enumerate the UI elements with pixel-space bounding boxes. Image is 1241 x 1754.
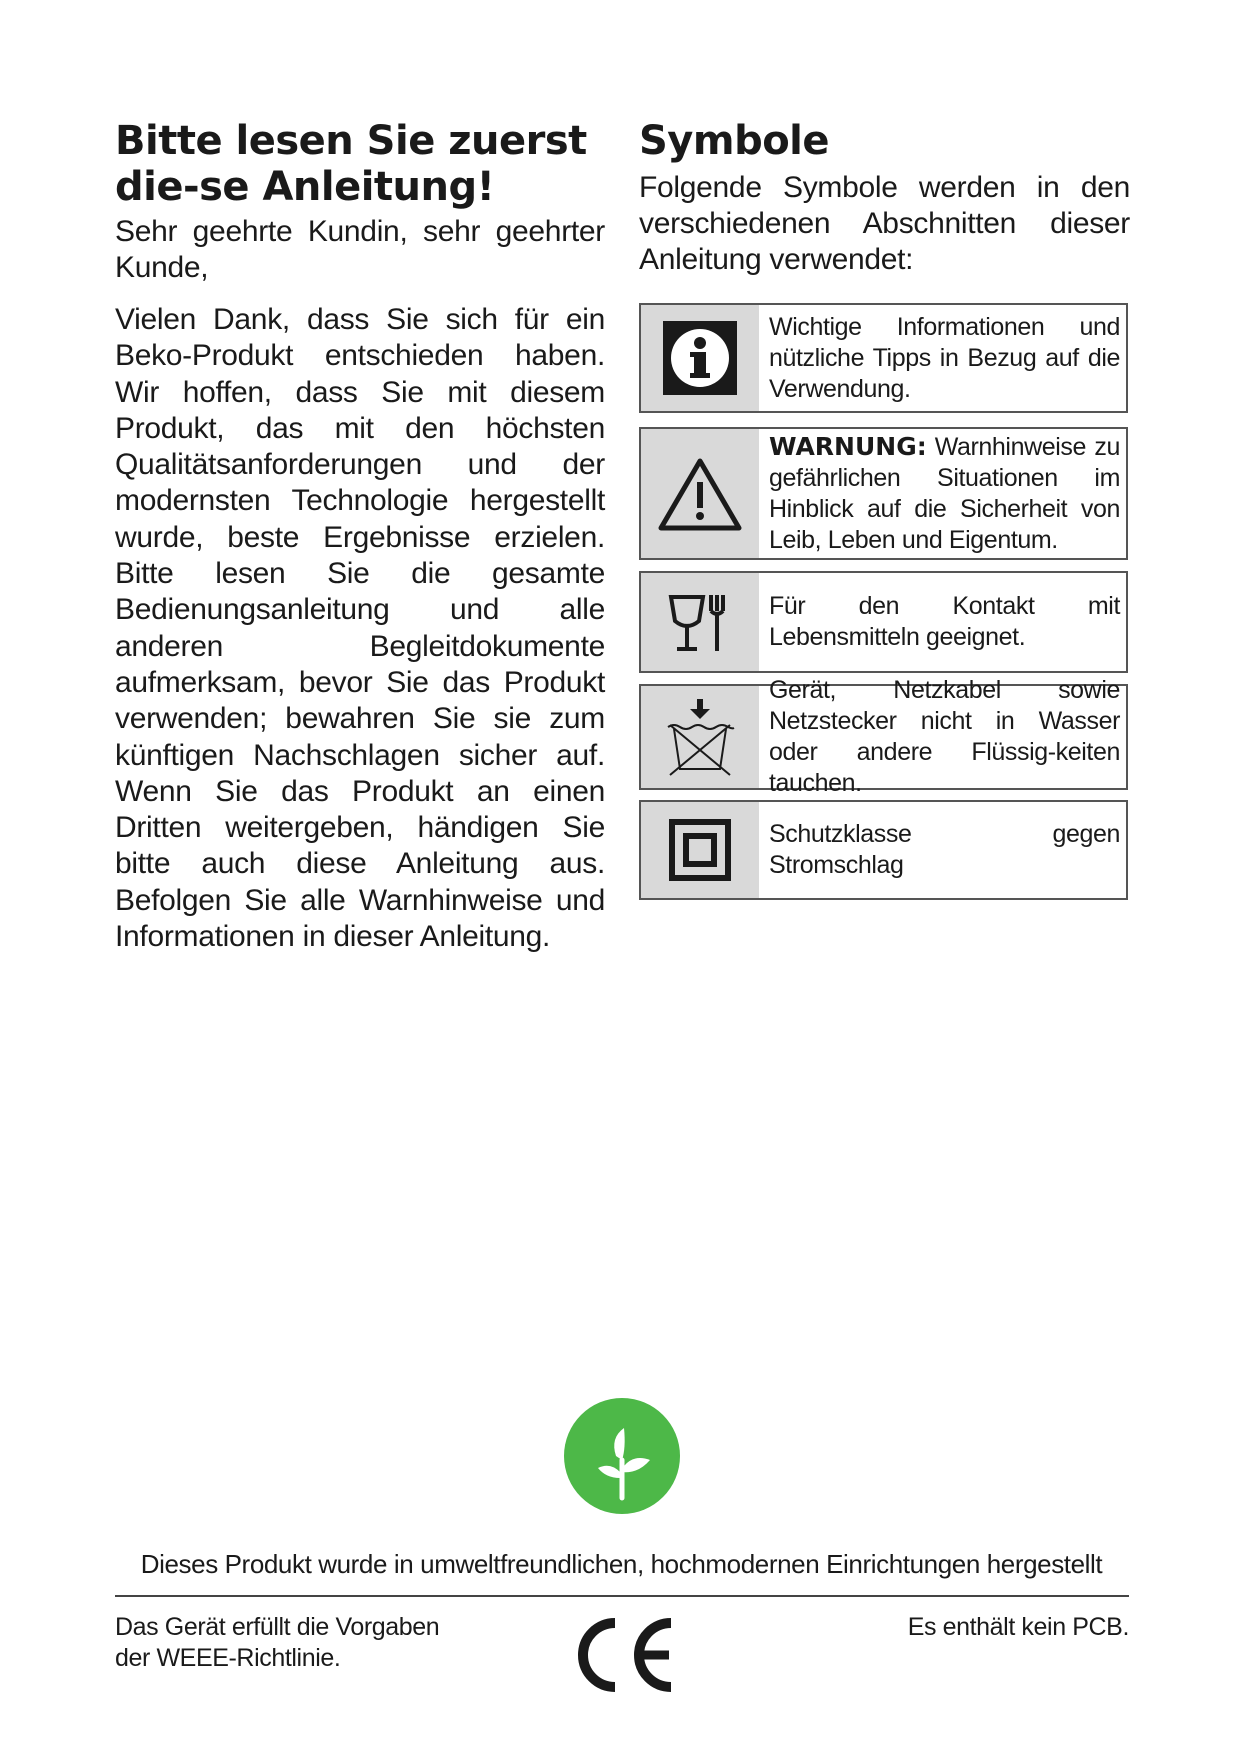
protection-class-icon — [641, 802, 759, 898]
symbol-text-no-immersion — [759, 676, 1126, 797]
warning-label: WARNUNG: — [769, 432, 927, 461]
no-immersion-icon — [641, 686, 759, 788]
warning-triangle-icon — [641, 429, 759, 558]
food-safe-icon — [641, 573, 759, 671]
symbol-description: Für den Kontakt mit Lebensmitteln geeignet. — [769, 592, 1120, 651]
page-title: Bitte lesen Sie zuerst die-se Anleitung! — [115, 118, 587, 210]
symbol-text-warning — [759, 429, 1126, 558]
symbol-row-protection-class — [639, 800, 1128, 900]
right-column — [639, 118, 1130, 278]
symbol-description: Wichtige Informationen und nützliche Tipps in Bezug auf die Verwendung. — [769, 312, 1120, 403]
pcb-statement: Es enthält kein PCB. — [907, 1613, 1129, 1641]
symbol-row-no-immersion — [639, 676, 1128, 797]
eco-leaf-icon — [564, 1398, 680, 1514]
symbol-text-info — [759, 305, 1126, 411]
footer-divider — [115, 1595, 1129, 1597]
symbol-row-info — [639, 303, 1128, 413]
symbol-description: Gerät, Netzkabel sowie Netzstecker nicht in Wasser oder andere Flüssig-keiten tauchen. — [769, 676, 1120, 797]
ce-mark-icon — [573, 1615, 677, 1695]
symbols-heading: Symbole — [639, 118, 830, 164]
eco-statement: Dieses Produkt wurde in umweltfreundlichen, hochmodernen Einrichtungen hergestellt — [140, 1549, 1103, 1579]
symbol-row-warning — [639, 427, 1128, 560]
info-icon — [641, 305, 759, 411]
symbol-row-food-safe — [639, 571, 1128, 673]
warning-text-wrap — [769, 431, 1120, 556]
symbol-text-food-safe — [759, 573, 1126, 671]
symbols-intro: Folgende Symbole werden in den verschiedenen Abschnitten dieser Anleitung verwendet: — [639, 171, 1130, 276]
left-column — [115, 118, 605, 955]
intro-paragraph: Vielen Dank, dass Sie sich für ein Beko-Produkt entschieden haben. Wir hoffen, dass Sie mit diesem Produkt, das mit den höchsten Qualitätsanforderungen und der modernsten Technologie hergestellt wurde, beste Ergebnisse erzielen. Bitte lesen Sie die gesamte Bedienungsanleitung und alle anderen Begleitdokumente aufmerksam, bevor Sie das Produkt verwenden; bewahren Sie sie zum künftigen Nachschlagen sicher auf. Wenn Sie das Produkt an einen Dritten weitergeben, händigen Sie bitte auch diese Anleitung aus. Befolgen Sie alle Warnhinweise und Informationen in dieser Anleitung. — [115, 303, 605, 954]
weee-statement: Das Gerät erfüllt die Vorgaben der WEEE-Richtlinie. — [115, 1613, 440, 1672]
symbol-description: Warnhinweise zu gefährlichen Situationen im Hinblick auf die Sicherheit von Leib, Leben und Eigentum. — [769, 433, 1120, 554]
symbol-text-protection-class — [759, 802, 1126, 898]
symbol-description: Schutzklasse gegen Stromschlag — [769, 820, 1120, 879]
salutation: Sehr geehrte Kundin, sehr geehrter Kunde, — [115, 215, 605, 284]
